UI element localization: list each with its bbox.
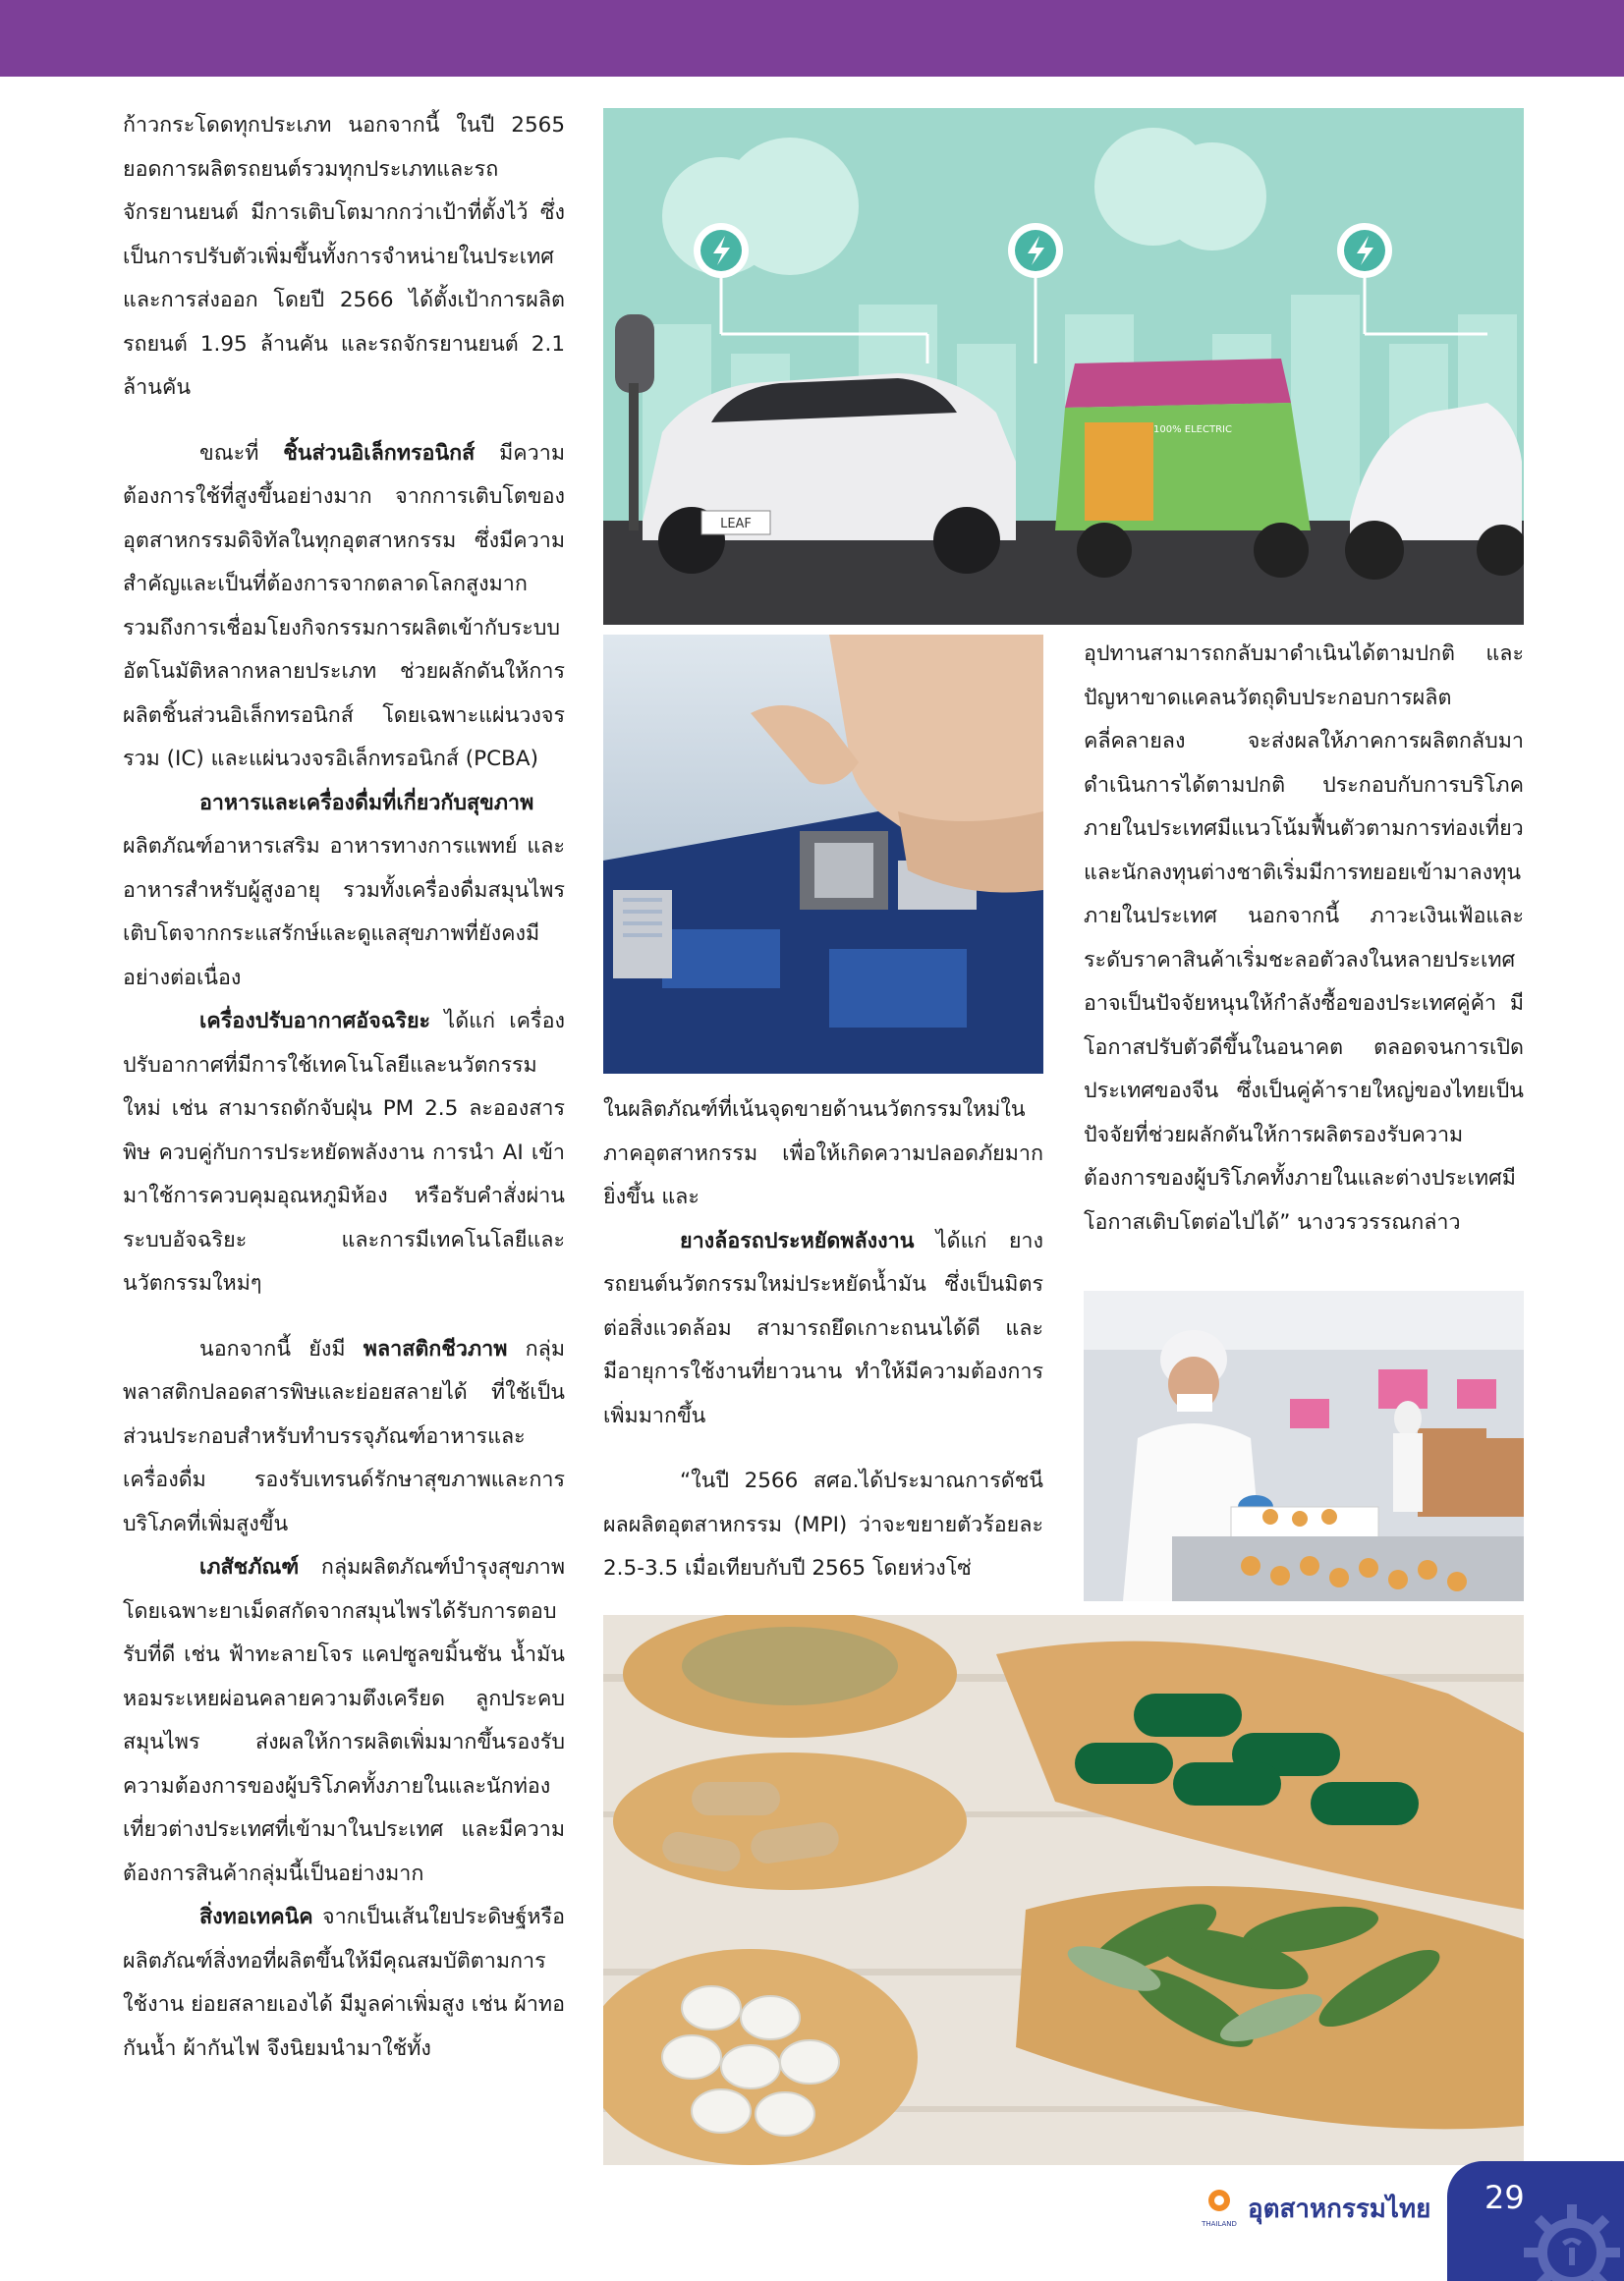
brand-name: อุตสาหกรรมไทย xyxy=(1248,2194,1431,2224)
food-factory-worker-image xyxy=(1084,1291,1524,1601)
cpu-circuit-board-image xyxy=(603,635,1043,1074)
middle-column xyxy=(603,1088,1043,1591)
page-number-box xyxy=(1447,2161,1624,2281)
left-paragraph-6: เภสัชภัณฑ์ กลุ่มผลิตภัณฑ์บำรุงสุขภาพ โดยเฉพาะยาเม็ดสกัดจากสมุนไพรได้รับการตอบรับที่ดี เช่น ฟ้าทะลายโจร แคปซูลขมิ้นชัน น้ำมันหอมระเหยผ่อนคลายความตึงเครียด ลูกประคบสมุนไพร ส่งผลให้การผลิตเพิ่มมากขึ้นรองรับความต้องการของผู้บริโภคทั้งภายในและนักท่องเที่ยวต่างประเทศที่เข้ามาในประเทศ และมีความต้องการสินค้ากลุ่มนี้เป็นอย่างมาก xyxy=(123,1555,565,1886)
ev-plate-text: LEAF xyxy=(720,517,752,531)
herbal-supplements-image xyxy=(603,1615,1524,2165)
left-paragraph-3: อาหารและเครื่องดื่มที่เกี่ยวกับสุขภาพ ผลิตภัณฑ์อาหารเสริม อาหารทางการแพทย์ และอาหารสำหรับผู้สูงอายุ รวมทั้งเครื่องดื่มสมุนไพร เติบโตจากกระแสรักษ์และดูแลสุขภาพที่ยังคงมีอย่างต่อเนื่อง xyxy=(123,790,565,990)
header-bar xyxy=(0,0,1624,77)
left-paragraph-4: เครื่องปรับอากาศอัจฉริยะ ได้แก่ เครื่องปรับอากาศที่มีการใช้เทคโนโลยีและนวัตกรรมใหม่ เช่น สามารถดักจับฝุ่น PM 2.5 ละอองสารพิษ ควบคู่กับการประหยัดพลังงาน การนำ AI เข้ามาใช้การควบคุมอุณหภูมิห้อง หรือรับคำสั่งผ่านระบบอัจฉริยะ และการมีเทคโนโลยีและนวัตกรรมใหม่ๆ xyxy=(123,1009,565,1296)
right-paragraph-1: อุปทานสามารถกลับมาดำเนินได้ตามปกติ และปัญหาขาดแคลนวัตถุดิบประกอบการผลิตคลี่คลายลง จะส่งผลให้ภาคการผลิตกลับมาดำเนินการได้ตามปกติ ประกอบกับการบริโภคภายในประเทศมีแนวโน้มฟื้นตัวตามการท่องเที่ยวและนักลงทุนต่างชาติเริ่มมีการทยอยเข้ามาลงทุนภายในประเทศ นอกจากนี้ ภาวะเงินเฟ้อและระดับราคาสินค้าเริ่มชะลอตัวลงในหลายประเทศ อาจเป็นปัจจัยหนุนให้กำลังซื้อของประเทศคู่ค้า มีโอกาสปรับตัวดีขึ้นในอนาคต ตลอดจนการเปิดประเทศของจีน ซึ่งเป็นคู่ค้ารายใหญ่ของไทยเป็นปัจจัยที่ช่วยผลักดันให้การผลิตรองรับความต้องการของผู้บริโภคทั้งภายในและต่างประเทศมีโอกาสเติบโตต่อไปได้” นางวรวรรณกล่าว xyxy=(1084,641,1524,1235)
left-paragraph-1: ก้าวกระโดดทุกประเภท นอกจากนี้ ในปี 2565 ยอดการผลิตรถยนต์รวมทุกประเภทและรถจักรยานยนต์ มีการเติบโตมากกว่าเป้าที่ตั้งไว้ ซึ่งเป็นการปรับตัวเพิ่มขึ้นทั้งการจำหน่ายในประเทศและการส่งออก โดยปี 2566 ได้ตั้งเป้าการผลิตรถยนต์ 1.95 ล้านคัน และรถจักรยานยนต์ 2.1 ล้านคัน xyxy=(123,113,565,400)
gear-icon xyxy=(1518,2198,1624,2281)
left-paragraph-7: สิ่งทอเทคนิค จากเป็นเส้นใยประดิษฐ์หรือผลิตภัณฑ์สิ่งทอที่ผลิตขึ้นให้มีคุณสมบัติตามการใช้งาน ย่อยสลายเองได้ มีมูลค่าเพิ่มสูง เช่น ผ้าทอกันน้ำ ผ้ากันไฟ จึงนิยมนำมาใช้ทั้ง xyxy=(123,1905,565,2061)
left-paragraph-2: ขณะที่ ชิ้นส่วนอิเล็กทรอนิกส์ มีความต้องการใช้ที่สูงขึ้นอย่างมาก จากการเติบโตของอุตสาหกรรมดิจิทัลในทุกอุตสาหกรรม ซึ่งมีความสำคัญและเป็นที่ต้องการจากตลาดโลกสูงมาก รวมถึงการเชื่อมโยงกิจกรรมการผลิตเข้ากับระบบอัตโนมัติหลากหลายประเภท ช่วยผลักดันให้การผลิตชิ้นส่วนอิเล็กทรอนิกส์ โดยเฉพาะแผ่นวงจรรวม (IC) และแผ่นวงจรอิเล็กทรอนิกส์ (PCBA) xyxy=(123,440,565,771)
middle-paragraph-3: “ในปี 2566 สศอ.ได้ประมาณการดัชนีผลผลิตอุตสาหกรรม (MPI) ว่าจะขยายตัวร้อยละ 2.5-3.5 เมื่อเทียบกับปี 2565 โดยห่วงโซ่ xyxy=(603,1469,1043,1581)
footer-brand xyxy=(1201,2183,1430,2234)
ev-vehicles-image xyxy=(603,108,1524,625)
middle-paragraph-2: ยางล้อรถประหยัดพลังงาน ได้แก่ ยางรถยนต์นวัตกรรมใหม่ประหยัดน้ำมัน ซึ่งเป็นมิตรต่อสิ่งแวดล้อม สามารถยึดเกาะถนนได้ดี และมีอายุการใช้งานที่ยาวนาน ทำให้มีความต้องการเพิ่มมากขึ้น xyxy=(603,1228,1043,1428)
brand-logo-icon xyxy=(1201,2187,1238,2230)
svg-text:THAILAND: THAILAND xyxy=(1202,2220,1237,2228)
page-number: 29 xyxy=(1484,2179,1525,2216)
tuktuk-label-text: 100% ELECTRIC xyxy=(1153,424,1232,435)
left-paragraph-5: นอกจากนี้ ยังมี พลาสติกชีวภาพ กลุ่มพลาสติกปลอดสารพิษและย่อยสลายได้ ที่ใช้เป็นส่วนประกอบสำหรับทำบรรจุภัณฑ์อาหารและเครื่องดื่ม รองรับเทรนด์รักษาสุขภาพและการบริโภคที่เพิ่มสูงขึ้น xyxy=(123,1336,566,1536)
middle-paragraph-1: ในผลิตภัณฑ์ที่เน้นจุดขายด้านนวัตกรรมใหม่ในภาคอุตสาหกรรม เพื่อให้เกิดความปลอดภัยมากยิ่งขึ้น และ xyxy=(603,1097,1043,1209)
right-column xyxy=(1084,633,1524,1245)
left-column xyxy=(123,104,565,2071)
